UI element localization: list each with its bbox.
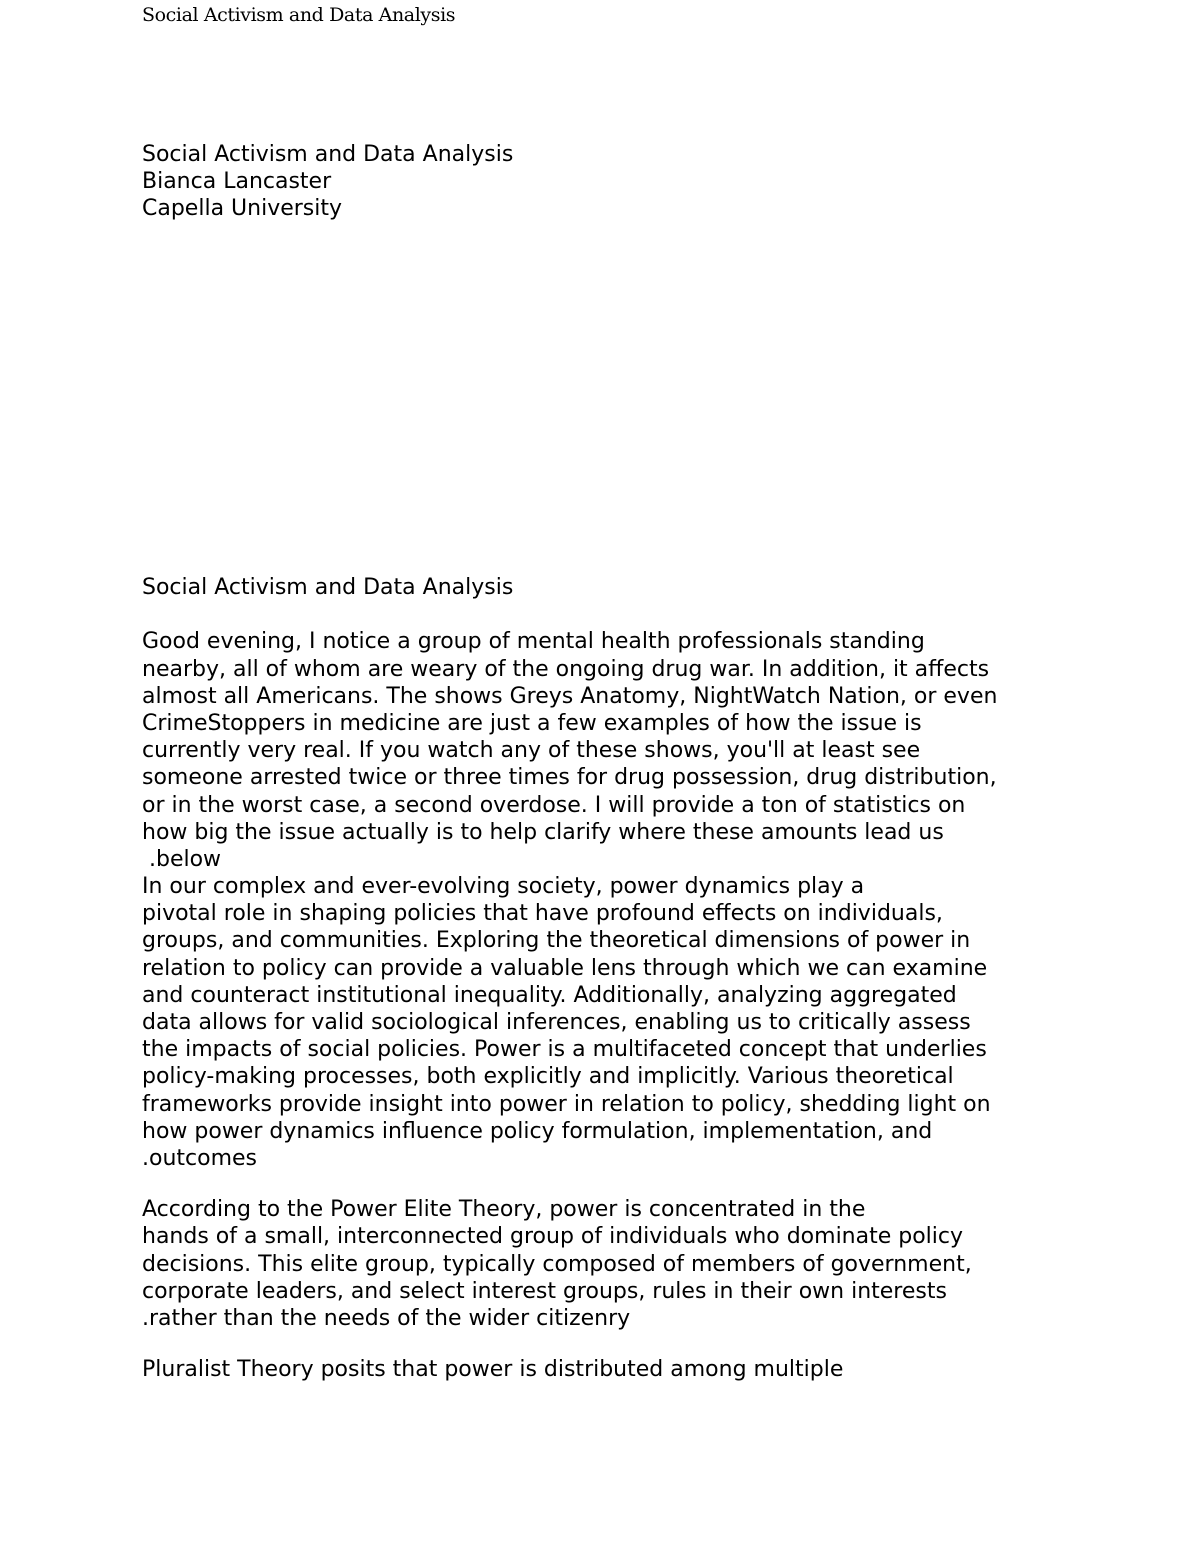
text-line: corporate leaders, and select interest groups, rules in their own interests <box>142 1278 947 1304</box>
text-line: how big the issue actually is to help clarify where these amounts lead us <box>142 819 944 845</box>
paragraph-4 <box>142 1356 1102 1383</box>
text-line: someone arrested twice or three times for drug possession, drug distribution, <box>142 765 997 791</box>
text-line: almost all Americans. The shows Greys Anatomy, NightWatch Nation, or even <box>142 683 998 709</box>
author-name: Bianca Lancaster <box>142 169 332 195</box>
text-line: .rather than the needs of the wider citizenry <box>142 1305 631 1331</box>
text-line: pivotal role in shaping policies that have profound effects on individuals, <box>142 901 943 927</box>
text-line: CrimeStoppers in medicine are just a few examples of how the issue is <box>142 710 922 736</box>
text-line: or in the worst case, a second overdose. I will provide a ton of statistics on <box>142 792 966 818</box>
paragraph-1 <box>142 628 1102 873</box>
institution-name: Capella University <box>142 196 343 222</box>
text-line: relation to policy can provide a valuable lens through which we can examine <box>142 955 988 981</box>
text-line: .outcomes <box>142 1145 258 1171</box>
text-line: how power dynamics influence policy formulation, implementation, and <box>142 1118 933 1144</box>
text-line: In our complex and ever-evolving society, power dynamics play a <box>142 874 865 900</box>
section-heading: Social Activism and Data Analysis <box>142 575 514 600</box>
text-line: currently very real. If you watch any of these shows, you'll at least see <box>142 738 921 764</box>
running-head: Social Activism and Data Analysis <box>142 4 456 26</box>
text-line: Pluralist Theory posits that power is distributed among multiple <box>142 1357 844 1383</box>
text-line: policy-making processes, both explicitly and implicitly. Various theoretical <box>142 1064 954 1090</box>
text-line: According to the Power Elite Theory, power is concentrated in the <box>142 1197 866 1223</box>
text-line: data allows for valid sociological inferences, enabling us to critically assess <box>142 1010 971 1035</box>
title-page-block <box>142 141 513 223</box>
text-line: the impacts of social policies. Power is a multifaceted concept that underlies <box>142 1037 987 1063</box>
text-line: groups, and communities. Exploring the theoretical dimensions of power in <box>142 928 971 954</box>
text-line: and counteract institutional inequality. Additionally, analyzing aggregated <box>142 982 957 1008</box>
text-line: decisions. This elite group, typically composed of members of government, <box>142 1251 972 1277</box>
text-line: frameworks provide insight into power in relation to policy, shedding light on <box>142 1091 991 1117</box>
document-title: Social Activism and Data Analysis <box>142 142 514 167</box>
document-body <box>142 574 1102 1383</box>
text-line: hands of a small, interconnected group of individuals who dominate policy <box>142 1224 964 1250</box>
text-line: Good evening, I notice a group of mental health professionals standing <box>142 629 925 655</box>
paragraph-3 <box>142 1196 1102 1332</box>
text-line: nearby, all of whom are weary of the ongoing drug war. In addition, it affects <box>142 656 990 682</box>
paragraph-2 <box>142 873 1102 1172</box>
text-line: .below <box>142 846 222 872</box>
